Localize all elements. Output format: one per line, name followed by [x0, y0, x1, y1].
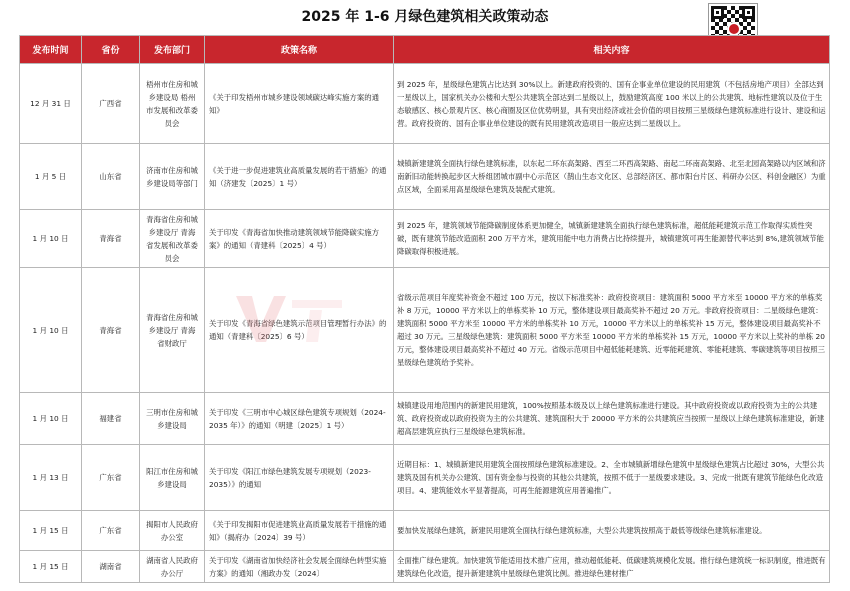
row-content: 到 2025 年，建筑领域节能降碳制度体系更加健全，城镇新建建筑全面执行绿色建筑标准，超低能耗建筑示范工作取得实质性突破，既有建筑节能改造面积 200 万平方米，建筑用能中电力消费占比持续提升，城镇建筑可再生能源替代率达到 8%,建筑领域节能降碳取得积极进展。 [394, 210, 830, 268]
header-policy: 政策名称 [205, 36, 394, 64]
header-row [20, 36, 830, 64]
table-row [20, 210, 830, 268]
row-content: 到 2025 年，星级绿色建筑占比达到 30%以上。新建政府投资的、国有企事业单位建设的民用建筑（不包括房地产项目）全部达到一星级以上，国家机关办公楼和大型公共建筑全部达到二星级以上，鼓励建筑高度 100 米以上的公共建筑、地标性建筑以及位于生态敏感区、核心景观片区、核心商圈及区位优势明显，具有突出经济或社会价值的项目按照三星级绿色建筑标准进行设计、建设和运营。政府投资的、国有企事业单位建设的既有民用建筑改造项目一般应达到二星级以上。 [394, 64, 830, 144]
row-dept: 湖南省人民政府办公厅 [140, 551, 205, 583]
row-date: 12 月 31 日 [20, 64, 82, 144]
row-province: 湖南省 [82, 551, 140, 583]
row-date: 1 月 10 日 [20, 210, 82, 268]
row-date: 1 月 15 日 [20, 551, 82, 583]
policy-table [19, 35, 830, 583]
row-policy: 关于印发《青海省加快推动建筑领域节能降碳实施方案》的通知（青建科〔2025〕4 号） [205, 210, 394, 268]
table-row [20, 393, 830, 445]
table-row [20, 144, 830, 210]
row-dept: 揭阳市人民政府办公室 [140, 511, 205, 551]
row-province: 青海省 [82, 210, 140, 268]
row-date: 1 月 15 日 [20, 511, 82, 551]
table-row [20, 445, 830, 511]
row-content: 城镇建设用地范围内的新建民用建筑，100%按照基本级及以上绿色建筑标准进行建设。其中政府投资或以政府投资为主的公共建筑、政府投资或以政府投资为主的公共建筑、建筑面积大于 20000 平方米的公共建筑应当按照一星级以上绿色建筑标准建设，新建超高层建筑应执行三星级绿色建筑标准。 [394, 393, 830, 445]
table-row [20, 268, 830, 393]
table-body [20, 64, 830, 583]
row-province: 广东省 [82, 511, 140, 551]
row-dept: 青海省住房和城乡建设厅 青海省发展和改革委员会 [140, 210, 205, 268]
qr-corner-marker [742, 6, 755, 19]
qr-center-logo-icon [727, 22, 741, 36]
row-content: 要加快发展绿色建筑，新建民用建筑全面执行绿色建筑标准，大型公共建筑按照高于最低等级绿色建筑标准建设。 [394, 511, 830, 551]
page-title: 2025 年 1-6 月绿色建筑相关政策动态 [301, 9, 549, 25]
row-date: 1 月 10 日 [20, 268, 82, 393]
row-province: 青海省 [82, 268, 140, 393]
header-content: 相关内容 [394, 36, 830, 64]
header-date: 发布时间 [20, 36, 82, 64]
row-policy: 关于印发《湖南省加快经济社会发展全面绿色转型实施方案》的通知（湘政办发〔2024〕 [205, 551, 394, 583]
row-province: 广西省 [82, 64, 140, 144]
table-header [20, 36, 830, 64]
table-row [20, 64, 830, 144]
row-dept: 梧州市住房和城乡建设局 梧州市发展和改革委员会 [140, 64, 205, 144]
row-dept: 济南市住房和城乡建设局等部门 [140, 144, 205, 210]
qr-corner-marker [711, 6, 724, 19]
row-province: 广东省 [82, 445, 140, 511]
header-province: 省份 [82, 36, 140, 64]
row-policy: 关于印发《三明市中心城区绿色建筑专项规划（2024-2035 年）》的通知（明建〔2025〕1 号） [205, 393, 394, 445]
row-policy: 关于印发《阳江市绿色建筑发展专项规划（2023-2035）》的通知 [205, 445, 394, 511]
row-dept: 三明市住房和城乡建设局 [140, 393, 205, 445]
row-dept: 阳江市住房和城乡建设局 [140, 445, 205, 511]
row-content: 省级示范项目年度奖补资金不超过 100 万元，按以下标准奖补：政府投资项目：建筑面积 5000 平方米至 10000 平方米的单栋奖补 8 万元，10000 平方米以上的单栋奖补 10 万元，整体建设项目最高奖补不超过 20 万元。非政府投资项目：二星级绿色建筑：建筑面积 5000 平方米至 10000 平方米的单栋奖补 10 万元，10000 平方米以上的单栋奖补 15 万元，整体建设项目最高奖补不超过 30 万元。三星级绿色建筑：建筑面积 5000 平方米至 10000 平方米的单栋奖补 15 万元，10000 平方米以上奖补的单栋 20 万元，整体建设项目最高奖补不超过 40 万元。省级示范项目中超低能耗建筑、近零能耗建筑、零能耗建筑、零碳建筑等项目按照三星级绿色建筑给予奖补。 [394, 268, 830, 393]
row-province: 山东省 [82, 144, 140, 210]
row-date: 1 月 10 日 [20, 393, 82, 445]
header-dept: 发布部门 [140, 36, 205, 64]
row-province: 福建省 [82, 393, 140, 445]
row-policy: 《关于印发梧州市城乡建设领域碳达峰实施方案的通知》 [205, 64, 394, 144]
table-row [20, 511, 830, 551]
row-content: 城镇新建建筑全面执行绿色建筑标准，以东起二环东高架路、西至二环西高架路、南起二环南高架路、北至北园高架路以内区域和济南新旧动能转换起步区大桥组团城市副中心示范区（鹊山生态文化区、总部经济区、都市阳台片区、科研办公区、科创金融区）为重点区域，全面采用高星级绿色建筑及装配式建筑。 [394, 144, 830, 210]
row-policy: 关于印发《青海省绿色建筑示范项目管理暂行办法》的通知（青建科〔2025〕6 号） [205, 268, 394, 393]
table-row [20, 551, 830, 583]
row-policy: 《关于进一步促进建筑业高质量发展的若干措施》的通知（济建发〔2025〕1 号） [205, 144, 394, 210]
row-content: 近期目标：1、城镇新建民用建筑全面按照绿色建筑标准建设。2、全市城镇新增绿色建筑中星级绿色建筑占比超过 30%，大型公共建筑及国有机关办公建筑、国有资金参与投资的其他公共建筑，按照不低于一星级要求建设。3、完成一批既有建筑节能绿色化改造项目。4、建筑能效水平显著提高，可再生能源建筑应用普遍推广。 [394, 445, 830, 511]
row-policy: 《关于印发揭阳市促进建筑业高质量发展若干措施的通知》（揭府办〔2024〕39 号） [205, 511, 394, 551]
row-date: 1 月 13 日 [20, 445, 82, 511]
row-content: 全面推广绿色建筑。加快建筑节能适用技术推广应用，推动超低能耗、低碳建筑规模化发展。推行绿色建筑统一标识制度，推进既有建筑绿色化改造，提升新建建筑中星级绿色建筑比例。推进绿色建材推广 [394, 551, 830, 583]
row-dept: 青海省住房和城乡建设厅 青海省财政厅 [140, 268, 205, 393]
row-date: 1 月 5 日 [20, 144, 82, 210]
